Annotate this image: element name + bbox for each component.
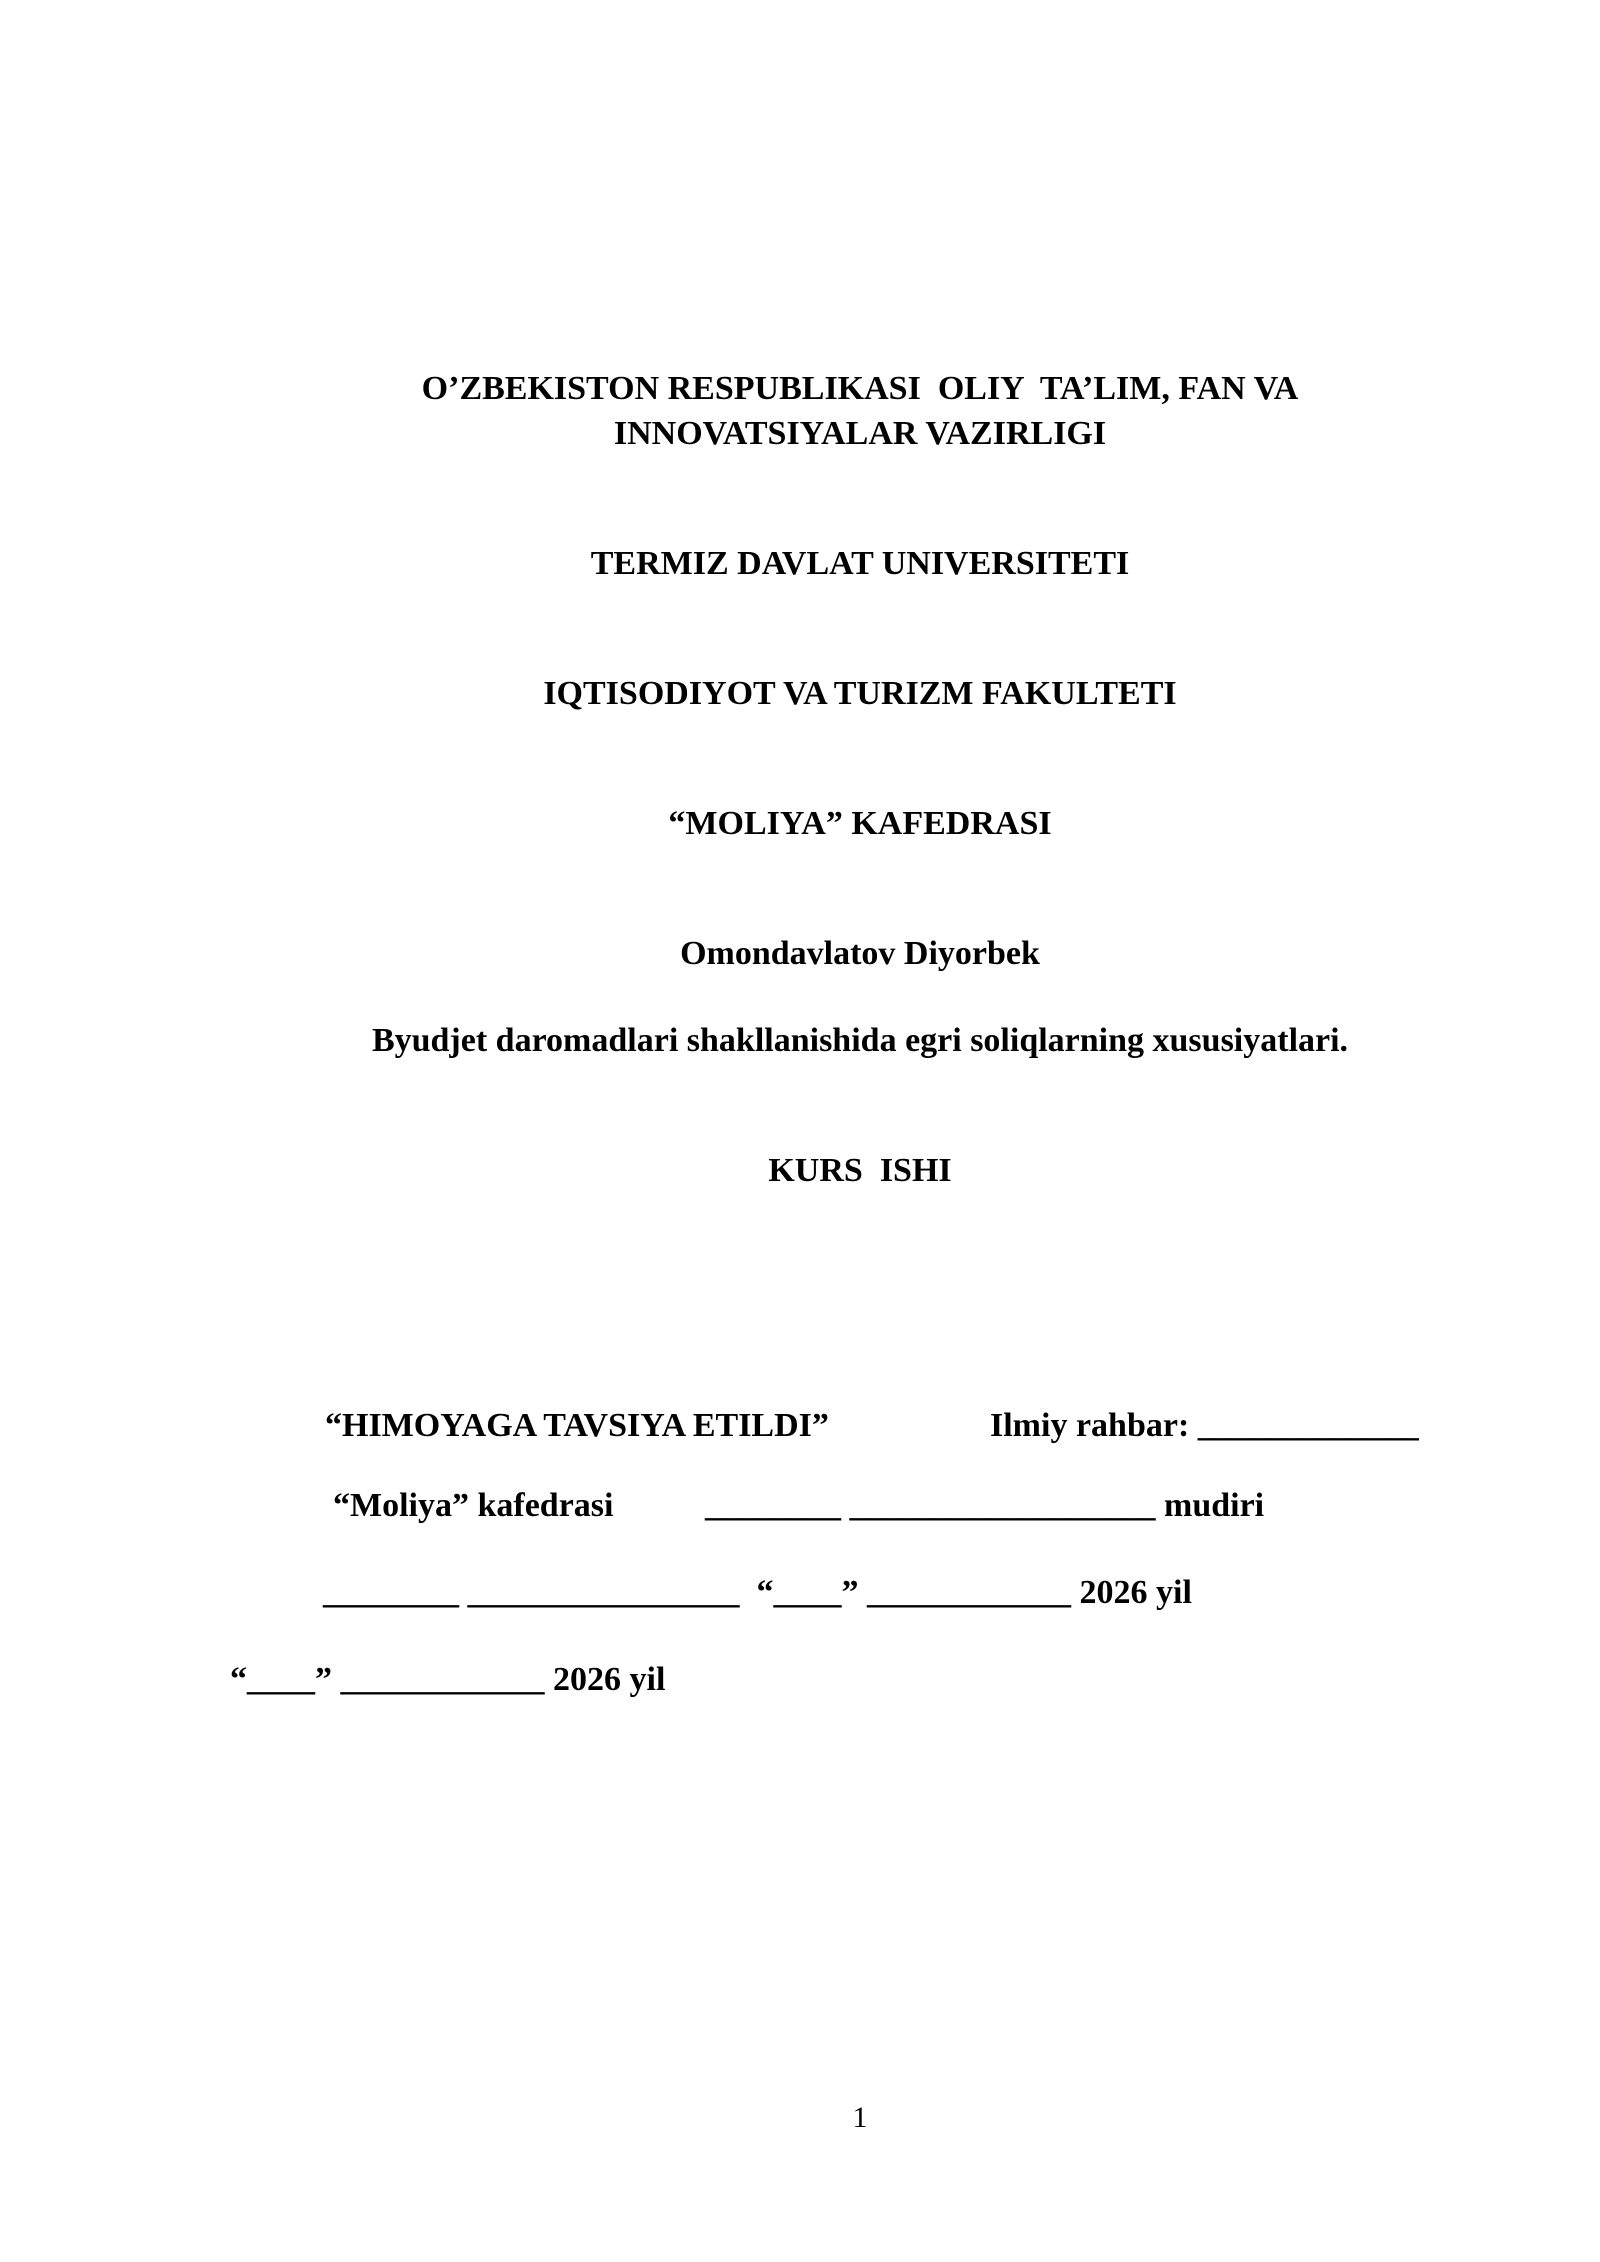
author-name: Omondavlatov Diyorbek [680, 935, 1040, 972]
department-line: “Moliya” kafedrasi [333, 1487, 614, 1524]
date-line: “____” ____________ 2026 yil [230, 1661, 666, 1698]
ministry-title-line2: INNOVATSIYALAR VAZIRLIGI [613, 415, 1107, 452]
work-type: KURS ISHI [768, 1152, 952, 1189]
supervisor-line: Ilmiy rahbar: _____________ [990, 1407, 1419, 1444]
page-number: 1 [852, 2101, 868, 2134]
ministry-title-line1: O’ZBEKISTON RESPUBLIKASI OLIY TA’LIM, FAN VA [421, 370, 1299, 407]
university-name: TERMIZ DAVLAT UNIVERSITETI [590, 545, 1130, 582]
recommended-label: “HIMOYAGA TAVSIYA ETILDI” [325, 1407, 829, 1444]
department-name: “MOLIYA” KAFEDRASI [668, 805, 1052, 842]
faculty-name: IQTISODIYOT VA TURIZM FAKULTETI [543, 675, 1177, 712]
signature-line: ________ ________________ “____” ____________ 2026 yil [323, 1574, 1192, 1611]
department-head-line: ________ __________________ mudiri [705, 1487, 1265, 1524]
work-topic: Byudjet daromadlari shakllanishida egri soliqlarning xususiyatlari. [371, 1022, 1349, 1059]
